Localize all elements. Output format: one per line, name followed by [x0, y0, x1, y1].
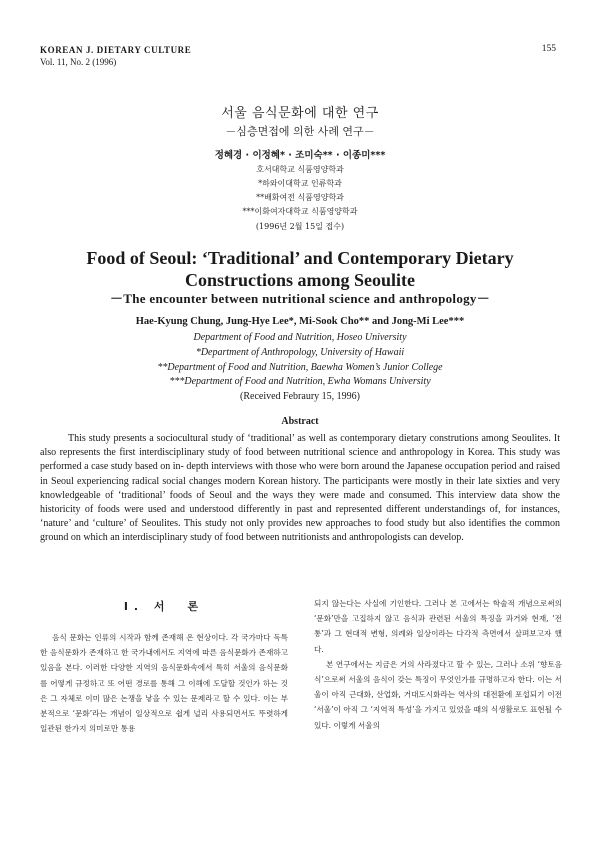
english-affiliation: *Department of Anthropology, University of Hawaii: [195, 347, 405, 358]
body-paragraph: 음식 문화는 인류의 시작과 함께 존재해 온 현상이다. 각 국가마다 독특한 음식문화가 존재하고 한 국가내에서도 지역에 따른 음식문화가 존재하고 있음을 본다. 이러한 다양한 지역의 음식문화속에서 특히 서울의 음식문화를 어떻게 규정하고 또 어떤 경로를 통해 그 이해에 도달할 것인가 하는 것은 그 자체로 이미 많은 논쟁을 낳을 수 있는 문제라고 할 수 있다. 이는 부분적으로 ‘문화’라는 개념이 일상적으로 쉽게 널리 사용되면서도 뚜렷하게 일관된 한가지 의미로만 통용: [40, 633, 288, 734]
korean-affiliation: **배화여전 식품영양학과: [256, 193, 344, 202]
korean-affiliation: ***이화여자대학교 식품영양학과: [242, 207, 358, 216]
english-subtitle: －The encounter between nutritional science and anthropology－: [109, 291, 491, 306]
korean-authors: 정혜경 · 이정혜* · 조미숙** · 이종미***: [214, 150, 386, 161]
english-affiliation: **Department of Food and Nutrition, Baewha Women’s Junior College: [157, 362, 443, 373]
english-title-line2: Constructions among Seoulite: [184, 270, 415, 290]
page-number: 155: [541, 44, 556, 54]
journal-name: KOREAN J. DIETARY CULTURE: [40, 45, 192, 55]
abstract-text: This study presents a sociocultural study of ‘traditional’ as well as contemporary dietary construtions among Seoulites. It also represents the first interdisciplinary study of food between nutritional science and anthropology in Korea. This study was performed a case study based on in- depth interviews with those who were born around the Japanese occupation period and raised in Seoul experiencing radical social changes modern Korean history. The participants were mostly in their late sixties and very knowledgeable of ‘traditional’ foods of Seoul and the ways they were made and consumed. This interview data show the historicity of foods were used and understood differently in past and represented different understandings of, for instances, ‘nature’ and ‘culture’ of Seoulites. This study not only provides new approaches to food study but also identifies the common ground on which an interdisciplinary study of food between nutritionists and anthropologists can develop.: [40, 433, 560, 544]
korean-received-date: (1996년 2월 15일 접수): [255, 222, 345, 231]
english-affiliation: ***Department of Food and Nutrition, Ewha Womans University: [169, 376, 431, 387]
body-paragraph: 되지 않는다는 사실에 기인한다. 그러나 본 고에서는 학술적 개념으로써의 ‘문화’만을 고집하지 않고 음식과 관련된 서울의 특징을 과거와 현재, ‘전통’과 그 현대적 변형, 의례와 일상이라는 다각적 측면에서 살펴보고자 했다.: [314, 599, 562, 654]
korean-affiliation: 호서대학교 식품영양학과: [256, 165, 344, 174]
english-authors: Hae-Kyung Chung, Jung-Hye Lee*, Mi-Sook Cho** and Jong-Mi Lee***: [135, 316, 465, 327]
korean-subtitle: －심층면접에 의한 사례 연구－: [225, 125, 375, 138]
english-affiliation: Department of Food and Nutrition, Hoseo University: [193, 332, 407, 343]
journal-volume: Vol. 11, No. 2 (1996): [40, 57, 117, 67]
body-paragraph: 본 연구에서는 지금은 거의 사라졌다고 할 수 있는, 그러나 소위 ‘향토음식’으로써 서울의 음식이 갖는 특징이 무엇인가를 규명하고자 한다. 이는 서울이 아직 근대화, 산업화, 거대도시화라는 역사의 대전환에 포섭되기 이전 ‘서울’이 아직 그 ‘지역적 특성’을 가지고 있었을 때의 식생활로도 표현될 수 있다. 이렇게 서울의: [314, 659, 562, 730]
korean-title: 서울 음식문화에 대한 연구: [221, 106, 379, 121]
body-left-column: [40, 600, 288, 736]
body-right-column: [314, 596, 562, 733]
abstract-heading: Abstract: [281, 416, 319, 427]
journal-header: [40, 44, 191, 68]
english-received-date: (Received Febraury 15, 1996): [240, 391, 360, 402]
english-title-line1: Food of Seoul: ‘Traditional’ and Contemporary Dietary: [86, 248, 514, 268]
korean-affiliation: *하와이대학교 인류학과: [258, 179, 342, 188]
section-heading: I. 서 론: [123, 600, 205, 613]
